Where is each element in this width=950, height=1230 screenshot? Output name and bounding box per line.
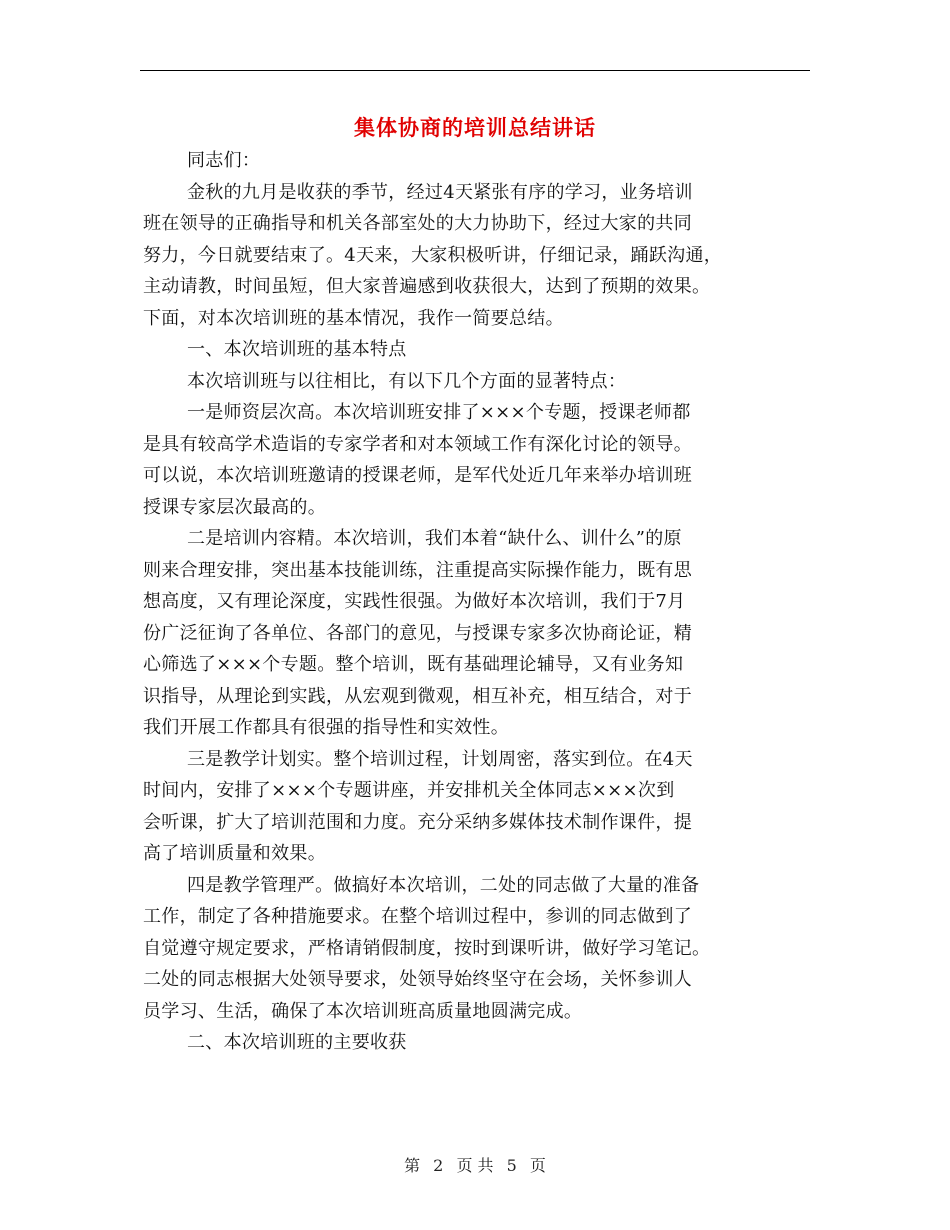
text-line: 二是培训内容精。本次培训，我们本着“缺什么、训什么”的原 <box>187 528 682 549</box>
header-rule <box>140 70 810 71</box>
document-title: 集体协商的培训总结讲话 <box>354 115 596 140</box>
text-line: 一是师资层次高。本次培训班安排了×××个专题，授课老师都 <box>187 402 691 423</box>
text-line: 工作，制定了各种措施要求。在整个培训过程中，参训的同志做到了 <box>143 906 692 927</box>
text-line: 本次培训班与以往相比，有以下几个方面的显著特点： <box>187 370 627 392</box>
text-line: 下面，对本次培训班的基本情况，我作一简要总结。 <box>143 307 564 329</box>
text-line: 是具有较高学术造诣的专家学者和对本领域工作有深化讨论的领导。 <box>143 433 692 455</box>
text-line: 金秋的九月是收获的季节，经过4天紧张有序的学习，业务培训 <box>187 181 693 203</box>
text-line: 想高度，又有理论深度，实践性很强。为做好本次培训，我们于7月 <box>143 591 686 612</box>
text-line: 二处的同志根据大处领导要求，处领导始终坚守在会场，关怀参训人 <box>143 969 692 990</box>
document-body <box>143 145 823 1059</box>
footer-prefix: 第 <box>404 1156 421 1175</box>
footer-page-number: 2 <box>433 1156 444 1175</box>
text-line: 同志们： <box>187 150 261 171</box>
footer-mid: 页 共 <box>456 1156 494 1175</box>
text-line: 授课专家层次最高的。 <box>143 496 326 518</box>
text-line: 高了培训质量和效果。 <box>143 843 326 864</box>
text-line: 心筛选了×××个专题。整个培训，既有基础理论辅导，又有业务知 <box>143 654 684 675</box>
footer-suffix: 页 <box>529 1156 546 1175</box>
page-footer <box>0 1153 950 1176</box>
text-line: 主动请教，时间虽短，但大家普遍感到收获很大，达到了预期的效果。 <box>143 276 711 297</box>
text-line: 时间内，安排了×××个专题讲座，并安排机关全体同志×××次到 <box>143 780 675 801</box>
text-line: 则来合理安排，突出基本技能训练，注重提高实际操作能力，既有思 <box>143 559 692 581</box>
text-line: 三是教学计划实。整个培训过程，计划周密，落实到位。在4天 <box>187 748 693 770</box>
text-line: 自觉遵守规定要求，严格请销假制度，按时到课听讲，做好学习笔记。 <box>143 937 711 959</box>
text-line: 识指导，从理论到实践，从宏观到微观，相互补充，相互结合，对于 <box>143 685 692 707</box>
text-line: 努力，今日就要结束了。4天来，大家积极听讲，仔细记录，踊跃沟通， <box>143 244 723 266</box>
text-line: 二、本次培训班的主要收获 <box>187 1032 407 1053</box>
text-line: 一、本次培训班的基本特点 <box>187 339 407 360</box>
text-line: 四是教学管理严。做搞好本次培训，二处的同志做了大量的准备 <box>187 874 700 896</box>
footer-total-pages: 5 <box>506 1156 517 1175</box>
text-line: 班在领导的正确指导和机关各部室处的大力协助下，经过大家的共同 <box>143 213 692 234</box>
text-line: 员学习、生活，确保了本次培训班高质量地圆满完成。 <box>143 1000 583 1022</box>
text-line: 我们开展工作都具有很强的指导性和实效性。 <box>143 717 509 738</box>
text-line: 可以说，本次培训班邀请的授课老师，是军代处近几年来举办培训班 <box>143 465 692 486</box>
text-line: 份广泛征询了各单位、各部门的意见，与授课专家多次协商论证，精 <box>143 622 692 644</box>
text-line: 会听课，扩大了培训范围和力度。充分采纳多媒体技术制作课件，提 <box>143 811 692 833</box>
